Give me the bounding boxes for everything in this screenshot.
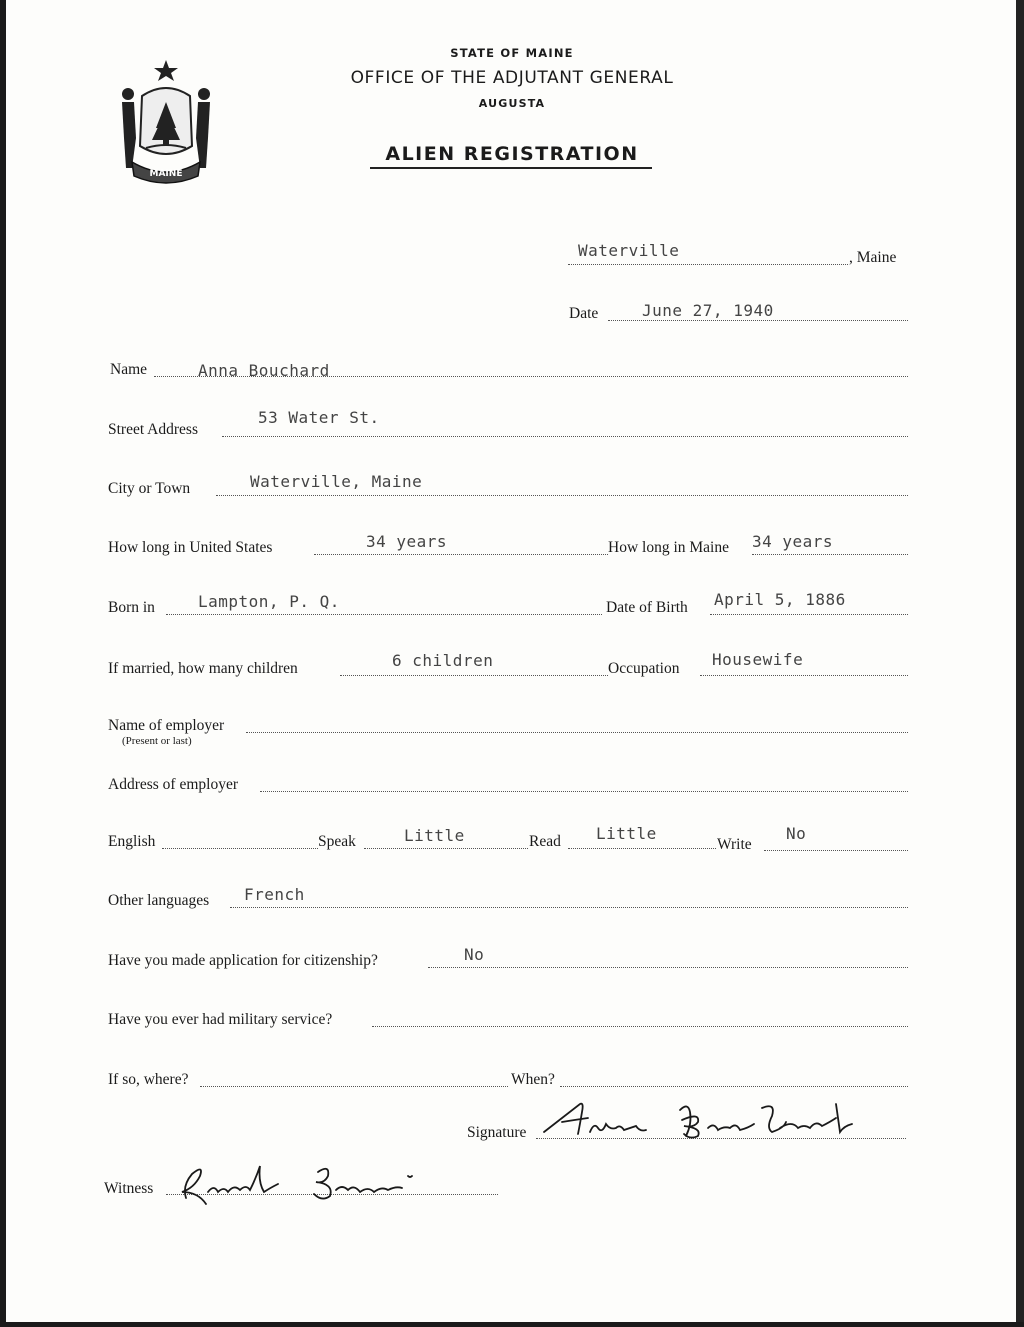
date-value[interactable]: June 27, 1940	[642, 301, 774, 320]
witness-label: Witness	[104, 1180, 154, 1197]
citizenship-value[interactable]: No	[464, 945, 485, 964]
where-line[interactable]	[200, 1086, 508, 1087]
born-in-value[interactable]: Lampton, P. Q.	[198, 592, 340, 611]
employer-address-label: Address of employer	[108, 776, 238, 793]
citizenship-line	[428, 967, 908, 968]
citizenship-label: Have you made application for citizenship?	[108, 952, 378, 969]
employer-address-line[interactable]	[260, 791, 908, 792]
read-value[interactable]: Little	[596, 824, 657, 843]
location-line	[568, 264, 848, 265]
street-value[interactable]: 53 Water St.	[258, 408, 380, 427]
military-label: Have you ever had military service?	[108, 1011, 333, 1028]
name-value[interactable]: Anna Bouchard	[198, 361, 330, 380]
date-label: Date	[569, 305, 599, 322]
other-languages-value[interactable]: French	[244, 885, 305, 904]
speak-line	[364, 848, 528, 849]
employer-name-sublabel: (Present or last)	[122, 735, 192, 747]
name-label: Name	[110, 361, 148, 378]
other-languages-label: Other languages	[108, 892, 210, 909]
born-in-line	[166, 614, 602, 615]
city-label: City or Town	[108, 480, 191, 497]
write-label: Write	[717, 836, 752, 853]
employer-name-line[interactable]	[246, 732, 908, 733]
occupation-value[interactable]: Housewife	[712, 650, 804, 669]
when-label: When?	[511, 1071, 555, 1088]
occupation-line	[700, 675, 908, 676]
read-line	[568, 848, 716, 849]
dob-line	[710, 614, 908, 615]
form-title: ALIEN REGISTRATION	[385, 143, 639, 165]
header-office: OFFICE OF THE ADJUTANT GENERAL	[350, 68, 674, 88]
children-label: If married, how many children	[108, 660, 298, 677]
scan-edge-right	[1016, 0, 1024, 1327]
write-line	[764, 850, 908, 851]
military-line[interactable]	[372, 1026, 908, 1027]
signature-label: Signature	[467, 1124, 527, 1141]
children-line	[340, 675, 608, 676]
maine-time-value[interactable]: 34 years	[752, 532, 834, 551]
header-city: AUGUSTA	[478, 97, 546, 110]
date-line	[608, 320, 908, 321]
witness-handwriting	[168, 1158, 448, 1210]
us-time-value[interactable]: 34 years	[366, 532, 448, 551]
header-state: STATE OF MAINE	[450, 46, 574, 60]
when-line[interactable]	[560, 1086, 908, 1087]
street-label: Street Address	[108, 421, 198, 438]
other-languages-line	[230, 907, 908, 908]
write-value[interactable]: No	[786, 824, 807, 843]
english-line	[162, 848, 318, 849]
us-time-label: How long in United States	[108, 539, 273, 556]
dob-value[interactable]: April 5, 1886	[714, 590, 846, 609]
where-label: If so, where?	[108, 1071, 189, 1088]
street-line	[222, 436, 908, 437]
title-underline	[370, 167, 652, 169]
employer-name-label: Name of employer	[108, 717, 225, 734]
children-value[interactable]: 6 children	[392, 651, 494, 670]
maine-time-line	[752, 554, 908, 555]
location-suffix: , Maine	[849, 249, 897, 266]
location-value[interactable]: Waterville	[578, 241, 680, 260]
us-time-line	[314, 554, 608, 555]
dob-label: Date of Birth	[606, 599, 688, 616]
maine-time-label: How long in Maine	[608, 539, 729, 556]
city-value[interactable]: Waterville, Maine	[250, 472, 423, 491]
city-line	[216, 495, 908, 496]
born-in-label: Born in	[108, 599, 155, 616]
occupation-label: Occupation	[608, 660, 680, 677]
english-label: English	[108, 833, 156, 850]
scan-edge-left	[0, 0, 6, 1327]
speak-label: Speak	[318, 833, 356, 850]
speak-value[interactable]: Little	[404, 826, 465, 845]
seal-motto-text: MAINE	[149, 169, 183, 179]
scan-edge-bottom	[0, 1322, 1024, 1327]
read-label: Read	[529, 833, 561, 850]
signature-handwriting	[540, 1098, 860, 1146]
